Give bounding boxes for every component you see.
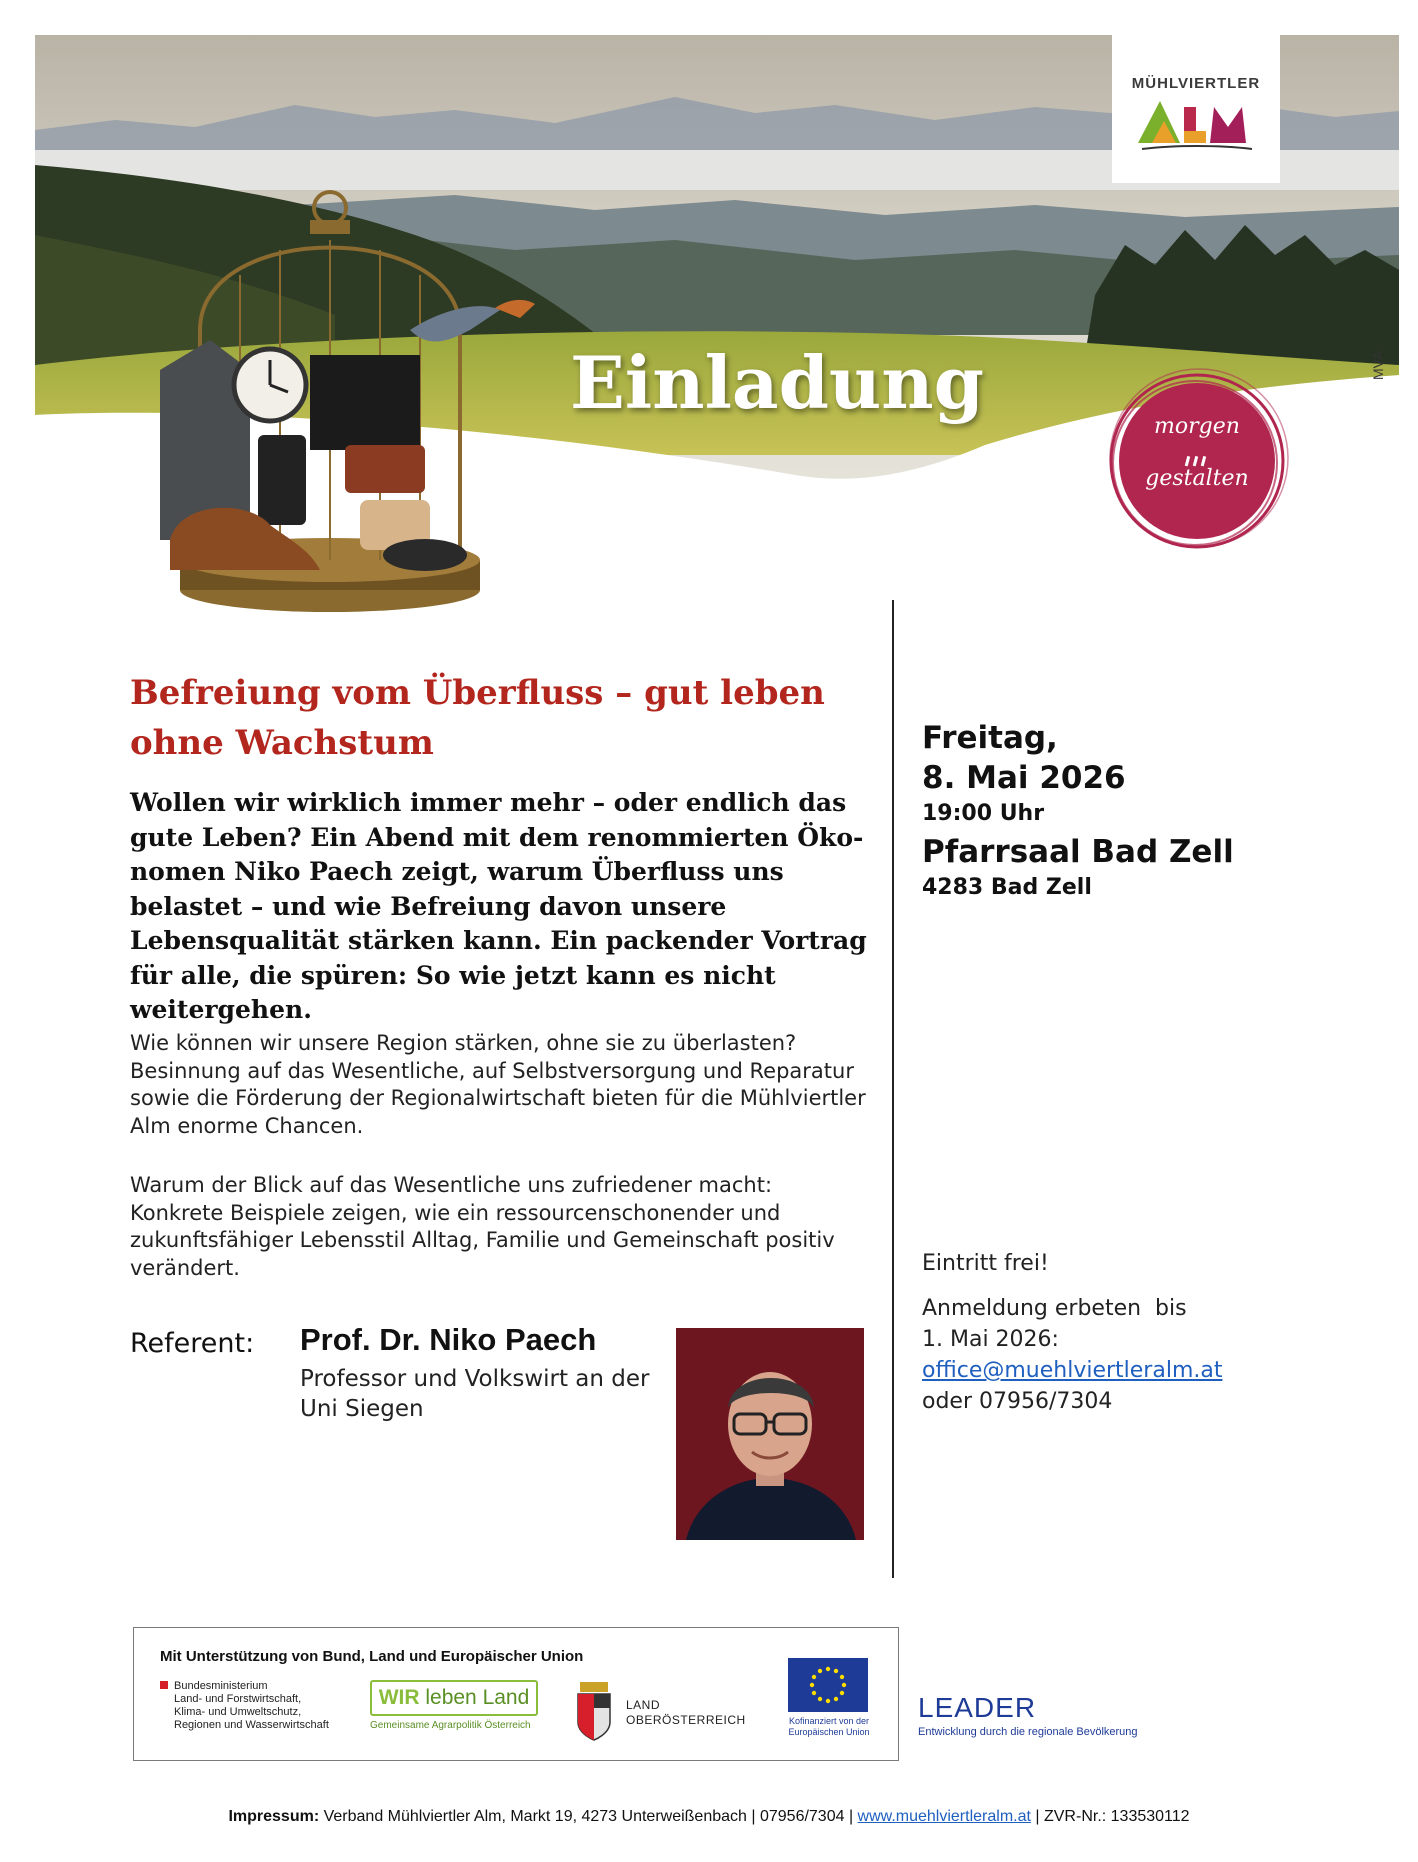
speaker-description: Professor und Volkswirt an der Uni Siegen (300, 1366, 650, 1422)
wir-logo-rest: leben Land (419, 1686, 530, 1709)
ministry-line-2: Land- und Forstwirtschaft, (174, 1693, 302, 1705)
ooe-line-1: LAND (626, 1698, 661, 1712)
event-details (922, 718, 1342, 904)
impressum-text: Verband Mühlviertler Alm, Markt 19, 4273 Unterweißenbach | 07956/7304 | (319, 1808, 858, 1825)
impressum-zvr: | ZVR-Nr.: 133530112 (1030, 1808, 1190, 1825)
sponsor-box (133, 1627, 899, 1761)
leader-title: LEADER (918, 1692, 1037, 1723)
mühlviertler-alm-logo (1112, 35, 1280, 183)
ministry-line-3: Klima- und Umweltschutz, (174, 1706, 302, 1718)
impressum-label: Impressum: (228, 1808, 320, 1825)
event-time: 19:00 Uhr (922, 801, 1045, 826)
eu-logo (784, 1658, 874, 1748)
sponsor-title: Mit Unterstützung von Bund, Land und Europäischer Union (160, 1648, 584, 1665)
wir-logo-word: WIR (378, 1686, 420, 1709)
leader-logo (918, 1692, 1178, 1738)
speaker-label: Referent: (130, 1328, 255, 1359)
speaker-name: Prof. Dr. Niko Paech (300, 1322, 597, 1357)
column-divider (892, 600, 894, 1578)
impressum-footer (0, 1808, 1418, 1826)
stamp-text-top: morgen (1154, 414, 1240, 439)
upper-austria-logo (574, 1678, 764, 1748)
article-paragraph-1: Wie können wir unsere Region stärken, ohne sie zu überlasten? Besinnung auf das Wesentliche, auf Selbstversorgung und Reparatur sowie die Förderung der Regionalwirtschaft bieten für die Mühlviertler Alm enorme Chancen. (130, 1031, 866, 1138)
event-day: Freitag, (922, 720, 1058, 756)
birdcage-illustration (140, 180, 560, 620)
event-city: 4283 Bad Zell (922, 875, 1092, 900)
event-venue: Pfarrsaal Bad Zell (922, 834, 1234, 870)
registration-line-1: Anmeldung erbeten bis (922, 1296, 1187, 1321)
logo-wordmark: MÜHLVIERTLER (1131, 75, 1261, 92)
page-title: Einladung (570, 340, 984, 425)
alm-logo-icon (1134, 95, 1260, 155)
entry-note: Eintritt frei! (922, 1251, 1049, 1276)
registration-info (922, 1248, 1342, 1417)
coat-of-arms-icon (574, 1678, 614, 1742)
leader-subtitle: Entwicklung durch die regionale Bevölkerung (918, 1726, 1138, 1738)
website-link[interactable]: www.muehlviertleralm.at (857, 1808, 1031, 1825)
wir-leben-land-logo (370, 1680, 540, 1740)
eu-flag-icon (788, 1658, 868, 1712)
ooe-line-2: OBERÖSTERREICH (626, 1713, 746, 1727)
registration-phone: oder 07956/7304 (922, 1389, 1113, 1414)
registration-email-link[interactable]: office@muehlviertleralm.at (922, 1358, 1223, 1383)
stamp-text-bottom: gestalten (1145, 466, 1249, 491)
article-paragraph-2: Warum der Blick auf das Wesentliche uns zufriedener macht: Konkrete Beispiele zeigen, wie ein ressourcenschonender und zukunftsfähiger Lebensstil Alltag, Familie und Gemeinschaft positiv verändert. (130, 1173, 835, 1280)
eu-line-1: Kofinanziert von der (788, 1716, 870, 1726)
ministry-line-4: Regionen und Wasserwirtschaft (174, 1719, 329, 1731)
side-label: MVA (1370, 350, 1386, 380)
ministry-line-1: Bundesministerium (174, 1680, 268, 1692)
registration-deadline: 1. Mai 2026: (922, 1327, 1059, 1352)
ministry-logo (160, 1680, 350, 1732)
wir-logo-subtitle: Gemeinsame Agrarpolitik Österreich (370, 1720, 531, 1731)
austria-flag-icon (160, 1681, 168, 1689)
morgen-gestalten-stamp (1102, 366, 1292, 556)
article-lead: Wollen wir wirklich immer mehr – oder endlich das gute Leben? Ein Abend mit dem renommierten Ökonomen Niko Paech zeigt, warum Überfluss uns belastet – und wie Befreiung davon unsere Lebensqualität stärken kann. Ein packender Vortrag für alle, die spüren: So wie jetzt kann es nicht weitergehen. (130, 788, 867, 1024)
article-headline: Befreiung vom Überfluss – gut leben ohne Wachstum (130, 673, 825, 763)
speaker-photo (676, 1328, 864, 1540)
eu-line-2: Europäischen Union (788, 1727, 870, 1737)
event-date: 8. Mai 2026 (922, 760, 1126, 796)
